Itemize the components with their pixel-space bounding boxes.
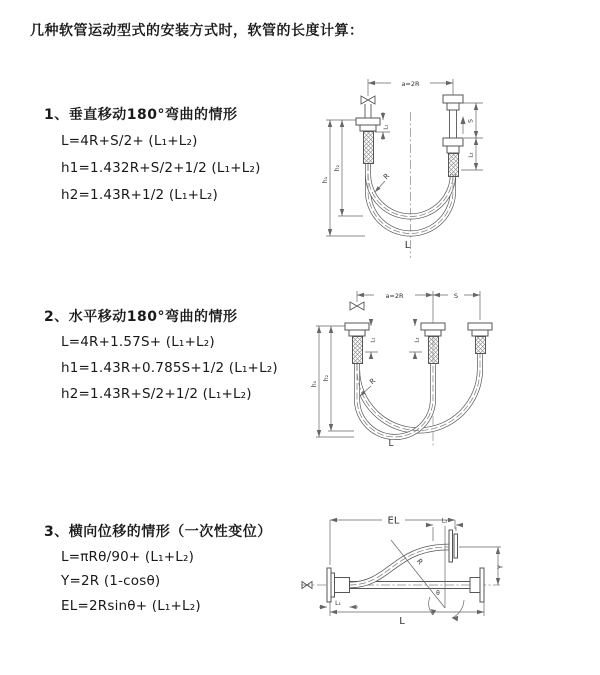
dim-label-l1: L₁ (370, 337, 377, 343)
dim-label-h2: h₂ (334, 164, 341, 172)
s-curve-hose (350, 547, 450, 585)
diagram-horizontal-180-bend (308, 280, 593, 460)
dimension-el (330, 516, 455, 566)
formula-h1: h1=1.432R+S/2+1/2 (L₁+L₂) (61, 160, 261, 176)
valve-icon (350, 302, 364, 310)
dimension-h2 (323, 326, 354, 431)
dimension-l1 (375, 112, 390, 140)
dim-label-h1: h₁ (322, 176, 329, 184)
formula-length: L=4R+1.57S+ (L₁+L₂) (61, 334, 215, 350)
formula-length: L=4R+S/2+ (L₁+L₂) (61, 133, 198, 149)
dimension-a2r (368, 79, 453, 96)
page-title: 几种软管运动型式的安装方式时，软管的长度计算： (30, 23, 364, 39)
dimension-l2 (409, 319, 422, 359)
dim-label-el: EL (387, 515, 400, 527)
dim-label-l2: L₂ (441, 517, 448, 525)
dim-label-l1: L₁ (383, 124, 390, 130)
formula-h2: h2=1.43R+S/2+1/2 (L₁+L₂) (61, 386, 252, 402)
dim-label-length: L (404, 240, 411, 251)
dimension-l1 (319, 600, 358, 609)
dimension-l2 (461, 138, 483, 170)
section-horizontal-movement (44, 306, 344, 416)
braid-hatch (363, 131, 374, 164)
formula-h1: h1=1.43R+0.785S+1/2 (L₁+L₂) (61, 360, 278, 376)
dim-label-r: R (368, 376, 378, 387)
formula-length: L=πRθ/90+ (L₁+L₂) (61, 549, 195, 565)
section-3-heading: 3、横向位移的情形（一次性变位） (44, 524, 272, 540)
dimension-h1 (311, 326, 354, 437)
dim-label-length: L (388, 439, 394, 449)
dim-label-l2: L₂ (414, 337, 421, 343)
right-flange (470, 568, 484, 602)
left-fitting (356, 104, 380, 131)
left-flange (327, 568, 350, 602)
braid-hatch (428, 336, 439, 364)
formula-y: Y=2R (1-cosθ) (61, 573, 161, 589)
dimension-s (463, 103, 483, 138)
right-fitting (468, 323, 492, 336)
movement-arrow (461, 116, 466, 134)
dim-label-a2r: a=2R (401, 79, 420, 88)
right-fitting (443, 95, 463, 153)
dim-label-h1: h₁ (311, 380, 318, 388)
dim-label-y: Y (496, 564, 505, 570)
dim-label-h2: h₂ (323, 374, 330, 382)
diagram-lateral-displacement (298, 505, 595, 653)
dimension-h2 (334, 120, 363, 216)
radius-callout (360, 377, 377, 396)
middle-fitting (421, 323, 445, 336)
dim-label-r: R (414, 557, 425, 567)
dim-label-l1: L₁ (335, 600, 341, 607)
dim-label-s: S (467, 119, 475, 123)
dim-label-length: L (399, 616, 405, 627)
hose-u-bend (357, 354, 480, 437)
angle-theta (429, 590, 464, 621)
radius-callout (375, 172, 391, 192)
dimension-length (330, 601, 484, 627)
formula-h2: h2=1.43R+1/2 (L₁+L₂) (61, 187, 218, 203)
section-1-heading: 1、垂直移动180°弯曲的情形 (44, 107, 238, 123)
left-fitting (345, 323, 369, 336)
dim-label-a2r: a=2R (385, 291, 404, 300)
top-flange (449, 530, 458, 562)
braid-hatch (448, 153, 459, 177)
dim-label-l2: L₂ (468, 152, 475, 158)
dim-label-theta: θ (436, 590, 440, 597)
dim-label-r: R (382, 172, 392, 182)
section-2-heading: 2、水平移动180°弯曲的情形 (44, 309, 238, 325)
braid-hatch (475, 336, 486, 354)
dim-label-s: S (453, 291, 459, 300)
dimension-s (433, 292, 480, 300)
braid-hatch (352, 336, 363, 364)
formula-el: EL=2Rsinθ+ (L₁+L₂) (61, 598, 201, 614)
valve-icon (361, 96, 375, 104)
dimension-a2r (357, 291, 480, 320)
section-vertical-movement (44, 104, 344, 214)
dimension-h1 (322, 120, 365, 236)
diagram-vertical-180-bend (315, 66, 580, 264)
